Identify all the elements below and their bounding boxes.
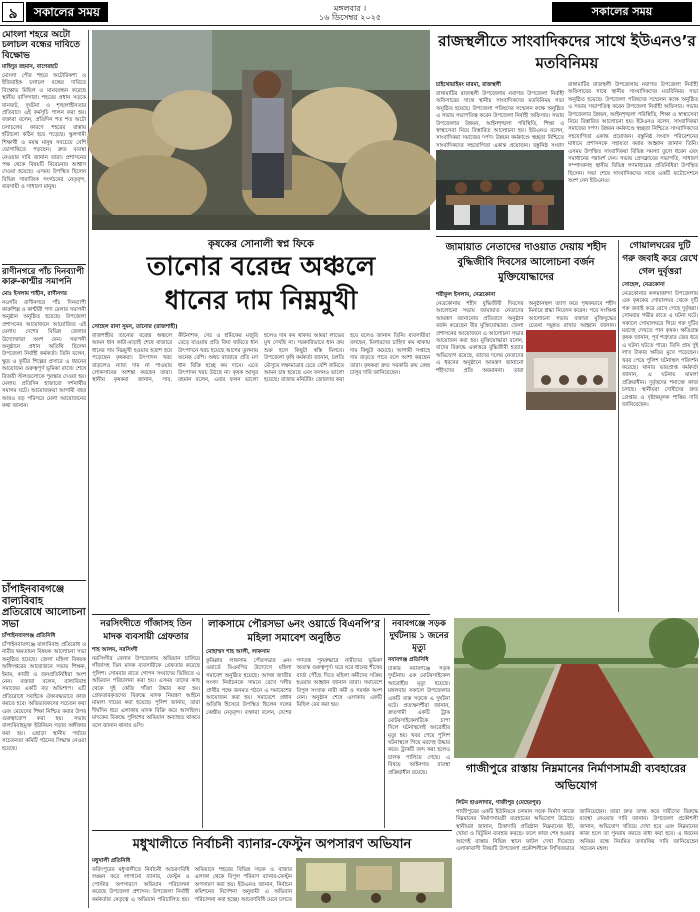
header-right-brand-box <box>552 2 692 22</box>
article-mela-body: মোংলা পৌর শহরে অটোরিকশা ও ইজিবাইক চলাচল বন্ধের দাবিতে বিক্ষোভ মিছিল ও মানববন্ধন করেছে স্থানীয় বাসিন্দারা। শহরের প্রধান সড়কে যানজট, দুর্ঘটনা ও শৃঙ্খলাহীনতার প্রতিবাদে এই কর্মসূচি পালন করা হয়। বক্তারা বলেন, প্রতিদিন শত শত অটো চলাচলের কারণে শহরের রাস্তায় হাঁটাচলা কঠিন হয়ে পড়েছে। স্কুলগামী শিক্ষার্থী ও বয়স্ক মানুষ সবচেয়ে বেশি ভোগান্তিতে পড়ছেন। দ্রুত ব্যবস্থা নেওয়ার দাবি জানান তারা। প্রশাসনের পক্ষ থেকে বিষয়টি বিবেচনার আশ্বাস দেওয়া হয়েছে। এসময় উপস্থিত ছিলেন বিভিন্ন সামাজিক সংগঠনের নেতৃবৃন্দ, ব্যবসায়ী ও সাধারণ মানুষ। <box>2 73 86 191</box>
banner-removal-illustration <box>296 858 452 908</box>
article-chapai-headline: চাঁপাইনবাবগঞ্জে বাল্যবিবাহ প্রতিরোধে আলোচনা সভা <box>2 584 86 630</box>
page-header <box>0 0 700 26</box>
article-jamaat-headline-text: জামায়াত নেতাদের দাওয়াত দেয়ায় শহীদ বুদ্ধিজীবি দিবসের আলোচনা বর্জন মুক্তিযোদ্ধাদের <box>445 242 607 283</box>
main-headline-line2: ধানের দাম নিম্নমুখী <box>164 286 358 316</box>
article-gazipur-body <box>456 800 698 908</box>
article-accident <box>388 618 450 828</box>
article-chapai-body: চাঁপাইনবাবগঞ্জে বাল্যবিবাহ প্রতিরোধ ও নারীর ক্ষমতায়ন বিষয়ক আলোচনা সভা অনুষ্ঠিত হয়েছে। জেলা মহিলা বিষয়ক অধিদপ্তরের আয়োজনে সভায় শিক্ষক, ইমাম, কাজী ও জনপ্রতিনিধিরা অংশ নেন। বক্তারা বলেন, বাল্যবিবাহ সমাজের একটি বড় অভিশাপ। এটি প্রতিরোধে সবাইকে ঐক্যবদ্ধভাবে কাজ করতে হবে। অভিভাবকদের সচেতন করা এবং মেয়েদের শিক্ষা নিশ্চিত করার উপর গুরুত্বারোপ করা হয়। সভায় বাল্যবিবাহমুক্ত ইউনিয়ন গড়ার অঙ্গীকার করা হয়। এছাড়া স্থানীয় পর্যায়ে সচেতনতা কমিটি গঠনের সিদ্ধান্ত নেওয়া হয়েছে। <box>2 642 86 752</box>
col-rule-right <box>618 240 619 612</box>
rule-right-1 <box>436 236 698 237</box>
article-uno-body-right <box>568 82 698 234</box>
article-mela <box>2 30 86 262</box>
article-accident-byline: নবাবগঞ্জ প্রতিনিধি <box>388 657 429 663</box>
article-chapai-byline: চাঁপাইনবাবগঞ্জ প্রতিনিধি <box>2 633 56 639</box>
article-gazipur-body-text: গাজীপুরের একটি ইউনিয়নে চলমান সড়ক নির্মাণ কাজে নিম্নমানের নির্মাণসামগ্রী ব্যবহারের অভিযোগ উঠেছে। স্থানীয়রা জানান, ঠিকাদারি প্রতিষ্ঠান নিম্নমানের ইট, খোয়া ও বিটুমিন ব্যবহার করছে। ফলে কাজ শেষ হওয়ার আগেই রাস্তার বিভিন্ন স্থানে ফাটল দেখা দিয়েছে। এলাকাবাসী বিষয়টি উপজেলা প্রকৌশলীকে লিখিতভাবে জানিয়েছেন। তারা দ্রুত তদন্ত করে দায়ীদের বিরুদ্ধে ব্যবস্থা নেওয়ার দাবি জানান। উপজেলা প্রকৌশলী জানান, অভিযোগ খতিয়ে দেখা হবে এবং নিম্নমানের কাজ হলে তা পুনরায় করতে বাধ্য করা হবে। এ ধরনের অনিয়ম বন্ধে নিয়মিত তদারকির দাবি জানিয়েছেন সচেতন মহল। <box>456 809 698 853</box>
main-body: রাজশাহীর তানোর বরেন্দ্র অঞ্চলে আমন ধান কাটা-মাড়াই শেষে বাজারে ধানের দাম নিম্নমুখী হওয়ায় হতাশ হয়ে পড়েছেন কৃষকরা। উৎপাদন খরচ বাড়লেও ন্যায্য দাম না পাওয়ায় লোকসানের আশঙ্কা করছেন তারা। স্থানীয় কৃষকরা জানান, সার, কীটনাশক, সেচ ও শ্রমিকের মজুরি বেড়ে যাওয়ায় প্রতি বিঘা জমিতে ধান উৎপাদনে খরচ হয়েছে আগের তুলনায় অনেক বেশি। অথচ বাজারে প্রতি মণ ধান বিক্রি হচ্ছে কম দামে। এতে উৎপাদন খরচ উঠছে না। কৃষক আব্দুর রহমান বলেন, এবার ফলন ভালো হলেও দাম কম থাকায় আমরা লাভের মুখ দেখছি না। সরকারিভাবে ধান ক্রয় শুরু হলে কিছুটা স্বস্তি মিলবে। উপজেলা কৃষি কর্মকর্তা জানান, চলতি মৌসুমে লক্ষ্যমাত্রার চেয়ে বেশি জমিতে আমন চাষ হয়েছে এবং ফলনও ভালো হয়েছে। বাজার মনিটরিং জোরদার করা হবে বলেও জানান তিনি। ব্যবসায়ীরা বলছেন, মিলারদের চাহিদা কম থাকায় দাম কিছুটা কমেছে। আগামী সপ্তাহে দাম বাড়তে পারে বলে আশা করছেন তারা। কৃষকরা দ্রুত সরকারি ক্রয় কেন্দ্র চালুর দাবি জানিয়েছেন। <box>92 333 430 384</box>
article-uno-body-cont: রাঙ্গামাটির রাজস্থলী উপজেলায় নবাগত উপজেলা নির্বাহী অফিসারের সাথে স্থানীয় সাংবাদিকদের মতবিনিময় সভা অনুষ্ঠিত হয়েছে। উপজেলা পরিষদের সম্মেলন কক্ষে অনুষ্ঠিত এ সভায় সভাপতিত্ব করেন উপজেলা নির্বাহী অফিসার। সভায় উপজেলার উন্নয়ন, আইনশৃঙ্খলা পরিস্থিতি, শিক্ষা ও স্বাস্থ্যসেবা নিয়ে বিস্তারিত আলোচনা হয়। ইউএনও বলেন, সাংবাদিকরা সমাজের দর্পণ। উন্নয়ন কর্মকাণ্ডে স্বচ্ছতা নিশ্চিতে সাংবাদিকদের সহযোগিতা একান্ত প্রয়োজন। বস্তুনিষ্ঠ সংবাদ পরিবেশনের মাধ্যমে প্রশাসনকে সহায়তা করার আহ্বান জানান তিনি। এসময় উপস্থিত সাংবাদিকরা বিভিন্ন সমস্যা তুলে ধরেন এবং সমাধানের পরামর্শ দেন। সভায় প্রেসক্লাবের সভাপতি, সাধারণ সম্পাদকসহ স্থানীয় বিভিন্ন গণমাধ্যমের প্রতিনিধিরা উপস্থিত ছিলেন। সভা শেষে সাংবাদিকদের সাথে একটি ফটোসেশনে অংশ নেন ইউএনও। <box>568 82 698 185</box>
article-laksam-headline: লাকসামে পৌরসভা ৬নং ওয়ার্ডে বিএনপি’র মহিলা সমাবেশ অনুষ্ঠিত <box>208 619 380 644</box>
article-banner-headline-text: মধুখালীতে নির্বাচনী ব্যানার-ফেস্টুন অপসারণ অভিযান <box>132 837 412 852</box>
hall-illustration <box>526 330 616 410</box>
article-jamaat-headline <box>436 240 616 288</box>
article-ganja-byline: শাহ আলম, নরসিংদী <box>92 647 138 653</box>
col-rule-left <box>88 30 89 908</box>
rule-left-2 <box>2 580 86 581</box>
main-photo-caption <box>92 232 430 248</box>
main-article-body <box>92 324 430 612</box>
article-cow-byline: সোহেল, নেত্রকোনা <box>622 282 665 288</box>
article-banner-headline <box>92 834 452 856</box>
article-mela-headline: মোংলা শহরে অটো চলাচল বন্ধের দাবিতে বিক্ষোভ <box>2 30 80 61</box>
article-laksam <box>206 618 382 828</box>
article-laksam-byline: মোহাম্মদ শাহ আলী, লাকসাম <box>206 649 270 655</box>
article-uno-byline: চাইথোয়াইমং মারমা, রাজস্থলী <box>436 82 502 88</box>
header-brand-box <box>26 2 108 22</box>
article-uno-headline <box>436 30 698 80</box>
header-date-text: ১৬ ডিসেম্বর ২০২৫ <box>318 13 382 22</box>
article-accident-body: ঢাকার নবাবগঞ্জে সড়ক দুর্ঘটনায় এক মোটরসাইকেল আরোহীর মৃত্যু হয়েছে। মঙ্গলবার সকালে উপজেলার একটি ব্যস্ত সড়কে এ দুর্ঘটনা ঘটে। প্রত্যক্ষদর্শীরা জানান, দ্রুতগামী একটি ট্রাক মোটরসাইকেলটিকে চাপা দিলে ঘটনাস্থলেই আরোহীর মৃত্যু হয়। খবর পেয়ে পুলিশ ঘটনাস্থলে গিয়ে মরদেহ উদ্ধার করে। ট্রাকটি জব্দ করা হলেও চালক পালিয়ে গেছে। এ বিষয়ে আইনগত ব্যবস্থা প্রক্রিয়াধীন রয়েছে। <box>388 666 450 776</box>
main-photo-rice <box>92 30 430 230</box>
jamaat-photo <box>526 330 616 410</box>
page-number: ৯ <box>8 6 18 22</box>
article-laksam-body: কুমিল্লার লাকসাম পৌরসভার ৬নং ওয়ার্ডে বিএনপির উদ্যোগে মহিলা সমাবেশ অনুষ্ঠিত হয়েছে। আসন্ন জাতীয় সংসদ নির্বাচনকে সামনে রেখে দলীয় প্রার্থীর পক্ষে জনমত গঠনে এ সমাবেশের আয়োজন করা হয়। সমাবেশে প্রধান অতিথি হিসেবে উপস্থিত ছিলেন দলের কেন্দ্রীয় নেতৃবৃন্দ। বক্তারা বলেন, দেশের গণতন্ত্র পুনরুদ্ধারে নারীদের ভূমিকা অত্যন্ত গুরুত্বপূর্ণ। ঘরে ঘরে ধানের শীষের বার্তা পৌঁছে দিতে মহিলা কর্মীদের সক্রিয় হওয়ার আহ্বান জানান তারা। সমাবেশে বিপুল সংখ্যক নারী কর্মী ও সমর্থক অংশ নেন। অনুষ্ঠান শেষে এলাকায় একটি মিছিল বের করা হয়। <box>206 658 382 716</box>
article-ganja <box>92 618 200 828</box>
main-headline-line1: তানোর বরেন্দ্র অঞ্চলে <box>146 252 376 282</box>
header-date <box>230 4 470 22</box>
article-uno-headline-text: রাজস্থলীতে সাংবাদিকদের সাথে ইউএনও’র মতবিনিময় <box>438 32 696 72</box>
main-byline: সোহেল রানা সুমন, তানোর (রাজশাহী) <box>92 324 178 330</box>
meeting-illustration <box>436 150 564 230</box>
article-kashmir-byline: মোঃ ইসলাম শাহীন, রাণীনগর <box>2 290 67 297</box>
article-gazipur-headline <box>454 760 698 796</box>
article-jamaat-byline: শরীফুল ইসলাম, নেত্রকোনা <box>436 292 496 298</box>
page-number-box <box>2 2 24 22</box>
article-banner-body <box>92 858 292 908</box>
article-kashmir <box>2 268 86 578</box>
article-jamaat-body-text: নেত্রকোনায় শহীদ বুদ্ধিজীবী দিবসের আলোচনা সভায় জামায়াত নেতাদের আমন্ত্রণ জানানোর প্রতিবাদে অনুষ্ঠান বর্জন করেছেন বীর মুক্তিযোদ্ধারা। জেলা প্রশাসনের আয়োজনে এ আলোচনা সভার আয়োজন করা হয়। মুক্তিযোদ্ধারা বলেন, যাদের বিরুদ্ধে একাত্তরে বুদ্ধিজীবী হত্যার অভিযোগ রয়েছে, তাদের দলের নেতাদের এ ধরনের অনুষ্ঠানে আমন্ত্রণ জানানো শহীদদের প্রতি অবমাননা। তারা অনুষ্ঠানস্থল ত্যাগ করে পৃথকভাবে শহীদ মিনারে শ্রদ্ধা নিবেদন করেন। পরে সংক্ষিপ্ত আলোচনা সভায় বক্তারা মুক্তিযুদ্ধের চেতনা সমুন্নত রাখার আহ্বান জানান। <box>436 301 616 374</box>
main-headline <box>92 250 430 320</box>
article-gazipur-headline-text: গাজীপুরে রাস্তায় নিম্নমানের নির্মাণসামগ্রী ব্যবহারের অভিযোগ <box>465 762 687 792</box>
article-cow-headline: গোয়ালঘরের দুটি গরু জবাই করে রেখে গেল দুর্বৃত্তরা <box>622 241 698 277</box>
col-rule-ganja <box>202 618 203 828</box>
article-gazipur-byline: লিটন হাওলাদার, গাজীপুর (মেহেরপুর) <box>456 800 542 806</box>
article-cow <box>622 240 698 610</box>
banner-photo <box>296 858 452 908</box>
article-kashmir-body: নওগাঁর রাণীনগরে পাঁচ দিনব্যাপী কারুশিল্প ও কাশ্মীরী পণ্য মেলার সমাপনী অনুষ্ঠান অনুষ্ঠিত হয়েছে। উপজেলা প্রশাসনের আয়োজনে আয়োজিত এই মেলায় দেশের বিভিন্ন জেলার উদ্যোক্তারা অংশ নেন। সমাপনী অনুষ্ঠানে প্রধান অতিথি ছিলেন উপজেলা নির্বাহী কর্মকর্তা। তিনি বলেন, ক্ষুদ্র ও কুটির শিল্পের প্রসারে এ ধরনের আয়োজন গুরুত্বপূর্ণ ভূমিকা রাখে। শেষে বিজয়ী স্টলগুলোকে পুরস্কার দেওয়া হয়। মেলায় প্রতিদিন হাজারো দর্শনার্থীর সমাগম ঘটে। আয়োজকরা আগামী বছর আরও বড় পরিসরে মেলা আয়োজনের কথা জানান। <box>2 299 86 410</box>
article-chapai <box>2 584 86 906</box>
rice-sacks-illustration <box>92 30 430 230</box>
rule-main-bottom <box>92 614 430 615</box>
main-caption-text: কৃষকের সোনালী স্বপ্ন ফিকে <box>207 239 315 250</box>
header-day: মঙ্গলবার । <box>333 4 367 13</box>
article-banner-byline: মধুখালী প্রতিনিধি <box>92 858 131 864</box>
header-rule <box>0 25 700 26</box>
header-brand: সকালের সময় <box>33 5 100 19</box>
article-accident-headline: নবাবগঞ্জে সড়ক দুর্ঘটনায় ১ জনের মৃত্যু <box>389 619 449 653</box>
article-cow-body: নেত্রকোনার কলমাকান্দা উপজেলায় এক কৃষকের গোয়ালঘর থেকে দুটি গরু জবাই করে রেখে গেছে দুর্বৃত্তরা। সোমবার গভীর রাতে এ ঘটনা ঘটে। সকালে গোয়ালঘরে গিয়ে গরু দুটির মরদেহ দেখতে পান কৃষক। ক্ষতিগ্রস্ত কৃষক জানান, পূর্ব শত্রুতার জের ধরে এ ঘটনা ঘটতে পারে। তিনি প্রায় দুই লাখ টাকার ক্ষতির মুখে পড়েছেন। খবর পেয়ে পুলিশ ঘটনাস্থল পরিদর্শন করেছে। থানার ভারপ্রাপ্ত কর্মকর্তা জানান, এ ঘটনায় মামলা প্রক্রিয়াধীন। দুর্বৃত্তদের শনাক্তে কাজ চলছে। স্থানীয়রা দোষীদের দ্রুত গ্রেপ্তার ও দৃষ্টান্তমূলক শাস্তির দাবি জানিয়েছেন। <box>622 291 698 409</box>
rule-bottom-section <box>92 830 452 831</box>
header-right-brand: সকালের সময় <box>591 5 653 18</box>
article-ganja-headline: নরসিংদীতে গাঁজাসহ তিন মাদক ব্যবসায়ী গ্রেফতার <box>100 619 192 642</box>
article-kashmir-headline: রাণীনগরে পাঁচ দিনব্যাপী কারু-কাশ্মীর সমাপনি <box>2 267 85 287</box>
article-uno-body: রাঙ্গামাটির রাজস্থলী উপজেলায় নবাগত উপজেলা নির্বাহী অফিসারের সাথে স্থানীয় সাংবাদিকদের মতবিনিময় সভা অনুষ্ঠিত হয়েছে। উপজেলা পরিষদের সম্মেলন কক্ষে অনুষ্ঠিত এ সভায় সভাপতিত্ব করেন উপজেলা নির্বাহী অফিসার। সভায় উপজেলার উন্নয়ন, আইনশৃঙ্খলা পরিস্থিতি, শিক্ষা ও স্বাস্থ্যসেবা নিয়ে বিস্তারিত আলোচনা হয়। ইউএনও বলেন, সাংবাদিকরা সমাজের দর্পণ। উন্নয়ন কর্মকাণ্ডে স্বচ্ছতা নিশ্চিতে সাংবাদিকদের সহযোগিতা একান্ত প্রয়োজন। বস্তুনিষ্ঠ সংবাদ <box>436 91 564 149</box>
col-rule-laksam <box>384 618 385 828</box>
article-banner-body-text: ফরিদপুরের মধুখালীতে নির্বাচনী আচরণবিধি লঙ্ঘন করে লাগানো ব্যানার, ফেস্টুন ও পোস্টার অপসারণে অভিযান পরিচালনা করেছে উপজেলা প্রশাসন। উপজেলা নির্বাহী কর্মকর্তার নেতৃত্বে এ অভিযান পরিচালিত হয়। অভিযানে শহরের বিভিন্ন সড়ক ও বাজার এলাকা থেকে বিপুল পরিমাণ ব্যানার-ফেস্টুন অপসারণ করা হয়। ইউএনও জানান, নির্বাচন কমিশনের নির্দেশনা অনুযায়ী এ অভিযান পরিচালনা করা হচ্ছে। আচরণবিধি মেনে চলতে <box>92 867 292 903</box>
uno-photo <box>436 150 564 230</box>
article-mela-byline: মাহিদুর রহমান, বাগেরহাট <box>2 64 58 71</box>
article-ganja-body: নরসিংদীর বেলাব উপজেলায় অভিযান চালিয়ে গাঁজাসহ তিন মাদক ব্যবসায়ীকে গ্রেফতার করেছে পুলিশ। সোমবার রাতে গোপন সংবাদের ভিত্তিতে এ অভিযান পরিচালনা করা হয়। এসময় তাদের কাছ থেকে দুই কেজি গাঁজা উদ্ধার করা হয়। গ্রেফতারকৃতদের বিরুদ্ধে মাদক নিয়ন্ত্রণ আইনে মামলা দায়ের করা হয়েছে। পুলিশ জানায়, তারা দীর্ঘদিন ধরে এলাকায় মাদক বিক্রি করে আসছিল। মাদকের বিরুদ্ধে পুলিশের অভিযান অব্যাহত থাকবে বলে জানান থানার ওসি। <box>92 656 200 729</box>
road-illustration <box>454 618 698 758</box>
road-photo <box>454 618 698 758</box>
rule-left-1 <box>2 264 86 265</box>
